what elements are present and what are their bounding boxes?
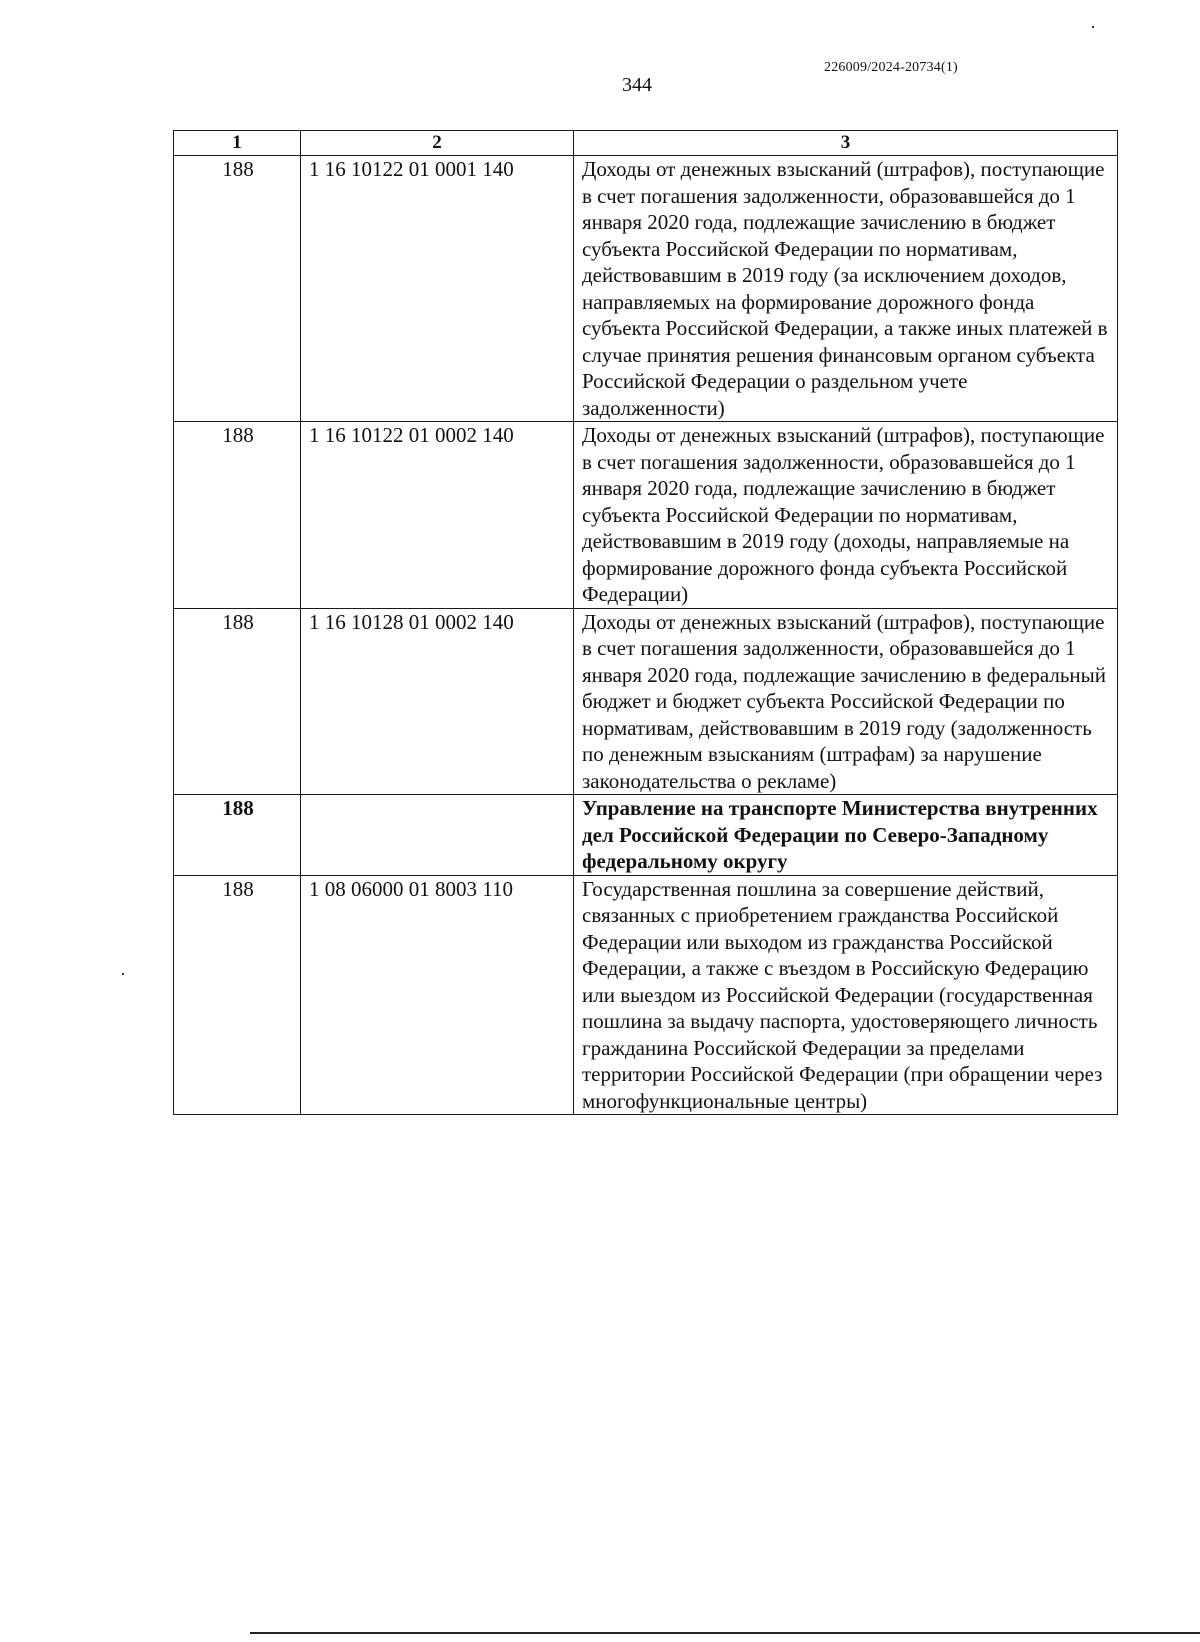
budget-code-cell: 1 08 06000 01 8003 110 bbox=[301, 875, 574, 1115]
column-header-2: 2 bbox=[301, 131, 574, 156]
scan-speck bbox=[122, 973, 124, 975]
budget-code-cell: 1 16 10122 01 0002 140 bbox=[301, 422, 574, 609]
admin-code-cell: 188 bbox=[174, 156, 301, 422]
scan-edge-line bbox=[250, 1632, 1200, 1634]
budget-code-cell bbox=[301, 795, 574, 876]
column-header-1: 1 bbox=[174, 131, 301, 156]
table-row bbox=[174, 156, 1118, 422]
admin-code-cell: 188 bbox=[174, 608, 301, 795]
revenue-name-cell: Доходы от денежных взысканий (штрафов), поступающие в счет погашения задолженности, образовавшейся до 1 января 2020 года, подлежащие зачислению в бюджет субъекта Российской Федерации по нормативам, действовавшим в 2019 году (доходы, направляемые на формирование дорожного фонда субъекта Российской Федерации) bbox=[574, 422, 1118, 609]
scan-speck bbox=[1092, 26, 1094, 28]
revenue-name-cell: Доходы от денежных взысканий (штрафов), поступающие в счет погашения задолженности, образовавшейся до 1 января 2020 года, подлежащие зачислению в бюджет субъекта Российской Федерации по нормативам, действовавшим в 2019 году (за исключением доходов, направляемых на формирование дорожного фонда субъекта Российской Федерации, а также иных платежей в случае принятия решения финансовым органом субъекта Российской Федерации о раздельном учете задолженности) bbox=[574, 156, 1118, 422]
revenue-name-cell: Доходы от денежных взысканий (штрафов), поступающие в счет погашения задолженности, образовавшейся до 1 января 2020 года, подлежащие зачислению в федеральный бюджет и бюджет субъекта Российской Федерации по нормативам, действовавшим в 2019 году (задолженность по денежным взысканиям (штрафам) за нарушение законодательства о рекламе) bbox=[574, 608, 1118, 795]
table-row bbox=[174, 875, 1118, 1115]
page-number: 344 bbox=[622, 74, 652, 96]
table-row bbox=[174, 608, 1118, 795]
admin-code-cell: 188 bbox=[174, 795, 301, 876]
column-header-3: 3 bbox=[574, 131, 1118, 156]
revenue-codes-table bbox=[173, 130, 1118, 1115]
budget-code-cell: 1 16 10128 01 0002 140 bbox=[301, 608, 574, 795]
admin-code-cell: 188 bbox=[174, 875, 301, 1115]
administrator-name-cell: Управление на транспорте Министерства внутренних дел Российской Федерации по Северо-Западному федеральному округу bbox=[574, 795, 1118, 876]
budget-code-cell: 1 16 10122 01 0001 140 bbox=[301, 156, 574, 422]
document-id: 226009/2024-20734(1) bbox=[824, 60, 958, 75]
administrator-heading-row bbox=[174, 795, 1118, 876]
revenue-name-cell: Государственная пошлина за совершение действий, связанных с приобретением гражданства Российской Федерации или выходом из гражданства Российской Федерации, а также с въездом в Российскую Федерацию или выездом из Российской Федерации (государственная пошлина за выдачу паспорта, удостоверяющего личность гражданина Российской Федерации за пределами территории Российской Федерации (при обращении через многофункциональные центры) bbox=[574, 875, 1118, 1115]
admin-code-cell: 188 bbox=[174, 422, 301, 609]
table-row bbox=[174, 422, 1118, 609]
table-header-row bbox=[174, 131, 1118, 156]
